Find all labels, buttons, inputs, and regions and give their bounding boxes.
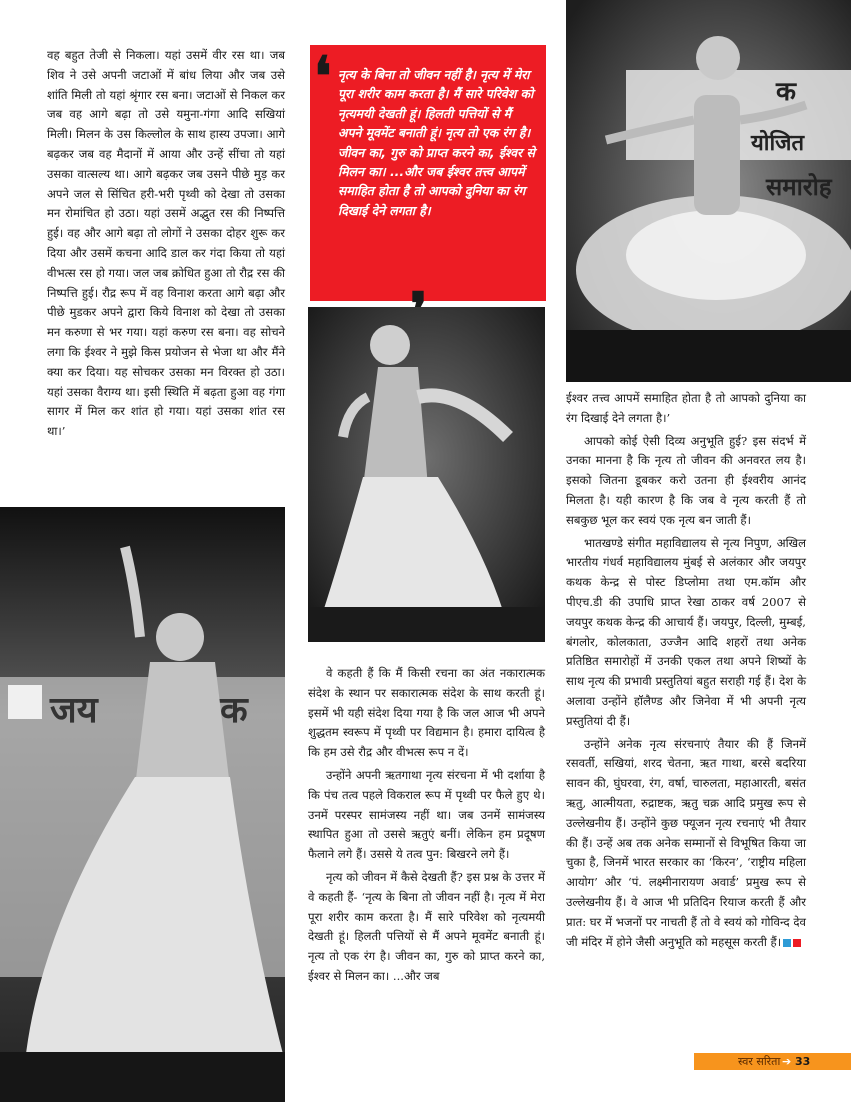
- banner-text-5: क: [220, 690, 248, 731]
- right-paragraph-1: ईश्वर तत्त्व आपमें समाहित होता है तो आपको दुनिया का रंग दिखाई देने लगता है।’: [566, 391, 806, 425]
- banner-text-2: योजित: [751, 131, 805, 156]
- page-number: 33: [795, 1055, 811, 1068]
- page-footer: [694, 1053, 851, 1070]
- right-paragraph-3: भातखण्डे संगीत महाविद्यालय से नृत्य निपुण, अखिल भारतीय गंधर्व महाविद्यालय मुंबई से अलंकार और जयपुर कथक केन्द्र से पोस्ट डिप्लोमा तथा एम.कॉम और पीएच.डी की उपाधि प्राप्त रेखा ठाकर वर्ष 2007 से जयपुर कथक केन्द्र की आचार्य हैं। जयपुर, दिल्ली, मुम्बई, बंगलोर, कोलकाता, उज्जैन आदि शहरों तथा अनेक प्रतिष्ठित समारोहों में उनकी एकल तथा अपने शिष्यों के साथ नृत्य की प्रभावी प्रस्तुतियां बहुत सराही गई हैं। देश के अलावा उन्होंने हॉलैण्ड और जिनेवा में भी अपनी नृत्य प्रस्तुतियां दी हैं।: [566, 535, 806, 728]
- right-column: [566, 389, 806, 955]
- middle-paragraph-3: नृत्य को जीवन में कैसे देखती हैं? इस प्रश्न के उत्तर में वे कहती हैं- ‘नृत्य के बिना तो जीवन नहीं है। नृत्य में मेरा पूरा शरीर काम करता है। मैं सारे परिवेश को नृत्यमयी देखती हूं। हिलती पत्तियों से मैं अपने मूवमेंट बनाती हूं। नृत्य तो एक रंग है। जीवन का, गुरु को प्राप्त करने का, ईश्वर से मिलन का। ...और जब: [308, 869, 545, 983]
- end-mark-blue-icon: [783, 939, 791, 947]
- dancer-photo-bottom-left: [0, 507, 285, 1102]
- arrow-right-icon: ➔: [782, 1055, 792, 1068]
- right-paragraph-2: आपको कोई ऐसी दिव्य अनुभूति हुई? इस संदर्भ में उनका मानना है कि नृत्य तो जीवन की अनवरत लय है। इसको जितना डूबकर करो उतना ही ईश्वरीय आनंद मिलता है। यही कारण है कि जब वे नृत्य करती हैं तो सबकुछ भूल कर स्वयं एक नृत्य बन जाती हैं।: [566, 433, 806, 527]
- banner-text-3: समारोह: [766, 173, 832, 201]
- middle-column: [308, 664, 545, 990]
- open-quote-icon: ❛: [314, 44, 332, 108]
- dancer-photo-middle: [308, 307, 545, 642]
- right-paragraph-4: [566, 735, 806, 953]
- middle-paragraph-1: वे कहती हैं कि मैं किसी रचना का अंत नकारात्मक संदेश के स्थान पर सकारात्मक संदेश के साथ करती हूं। इसमें भी यही संदेश दिया गया है कि जल आज भी अपने शुद्धतम स्वरूप में पृथ्वी पर विद्यमान है। हमारा दायित्व है कि हम उसे रौद्र और वीभत्स रूप न दें।: [308, 666, 545, 760]
- right-paragraph-4-text: उन्होंने अनेक नृत्य संरचनाएं तैयार की हैं जिनमें रसवर्ती, सखियां, शरद चेतना, ऋत गाथा, बरसे बदरिया सावन की, घुंघरवा, रंग, वर्षा, चारुलता, महाआरती, बसंत ऋतु, आत्मीयता, रुद्राष्टक, ऋतु चक्र आदि प्रमुख रूप से उल्लेखनीय हैं। उन्होंने कुछ फ्यूजन नृत्य रचनाएं भी तैयार की हैं। उन्हें अब तक अनेक सम्मानों से विभूषित किया जा चुका है, जिनमें भारत सरकार का ‘किरन’, ‘राष्ट्रीय महिला आयोग’ और ‘पं. लक्ष्मीनारायण अवार्ड’ प्रमुख रूप से उल्लेखनीय हैं। वे आज भी प्रतिदिन रियाज करती हैं और प्रात: घर में भजनों पर नाचती हैं तो वे स्वयं को गोविन्द देव जी मंदिर में होने जैसी अनुभूति को महसूस करती हैं।: [566, 736, 806, 949]
- dancer-photo-top-right: [566, 0, 851, 382]
- left-column: [47, 46, 285, 445]
- pull-quote-text: नृत्य के बिना तो जीवन नहीं है। नृत्य में मेरा पूरा शरीर काम करता है। मैं सारे परिवेश को नृत्यमयी देखती हूं। हिलती पत्तियों से मैं अपने मूवमेंट बनाती हूं। नृत्य तो एक रंग है। जीवन का, गुरु को प्राप्त करने का, ईश्वर से मिलन का। ...और जब ईश्वर तत्त्व आपमें समाहित होता है तो आपको दुनिया का रंग दिखाई देने लगता है।: [338, 67, 535, 218]
- left-paragraph: वह बहुत तेजी से निकला। यहां उसमें वीर रस था। जब शिव ने उसे अपनी जटाओं में बांध लिया और जब उसे शांति मिली तो यहां श्रृंगार रस बना। जटाओं से निकल कर जब वह आगे बढ़ा तो उसे यमुना-गंगा आदि सखियां मिली। मिलन के उस किल्लोल के साथ हास्य उपजा। आगे बढ़कर जब वह मैदानों में आया और उन्हें सींचा तो यहां उसका वात्सल्य था। आगे बढ़कर जब उसने पीछे मुड़ कर अपने जल से सिंचित हरी-भरी पृथ्वी को देखा तो उसका मन रोमांचित हो उठा। यहां उसमें अद्भुत रस की निष्पत्ति हुई। वह और आगे बढ़ा तो लोगों ने उसका दोहर शुरू कर दिया और उसमें कचना आदि डाल कर गंदा किया तो यहां वीभत्स रस हो गया। जल जब क्रोधित हुआ तो रौद्र रस की निष्पत्ति हुई। रौद्र रूप में वह विनाश करता आगे बढ़ा और पीछे मुडकर अपने द्वारा किये विनाश को देखा तो उसका मन करुणा से भर गया। यहां करुण रस बना। वह सोचने लगा कि ईश्वर ने मुझे किस प्रयोजन से भेजा था और मैंने क्या कर दिया। यह सोचकर उसका मन विरक्त हो उठा। यहां उसका वैराग्य था। इसी स्थिति में बढ़ता हुआ वह गंगा सागर में मिल कर शांत हो गया। यहां उसका शांत रस था।’: [47, 48, 286, 439]
- end-mark-red-icon: [793, 939, 801, 947]
- banner-text-4: जय: [50, 690, 98, 731]
- pull-quote: [310, 45, 546, 301]
- magazine-name: स्वर सरिता: [738, 1055, 781, 1068]
- middle-paragraph-2: उन्होंने अपनी ऋतगाथा नृत्य संरचना में भी दर्शाया है कि पंच तत्व पहले विकराल रूप में पृथ्वी पर फैले हुए थे। उनमें परस्पर सामंजस्य नहीं था। जब उनमें सामंजस्य स्थापित हुआ तो उससे ऋतुएं बनीं। लेकिन हम प्रदूषण फैलाने लगे हैं। उससे ये तत्व पुन: बिखरने लगे हैं।: [308, 767, 545, 862]
- banner-text-1: क: [776, 77, 796, 107]
